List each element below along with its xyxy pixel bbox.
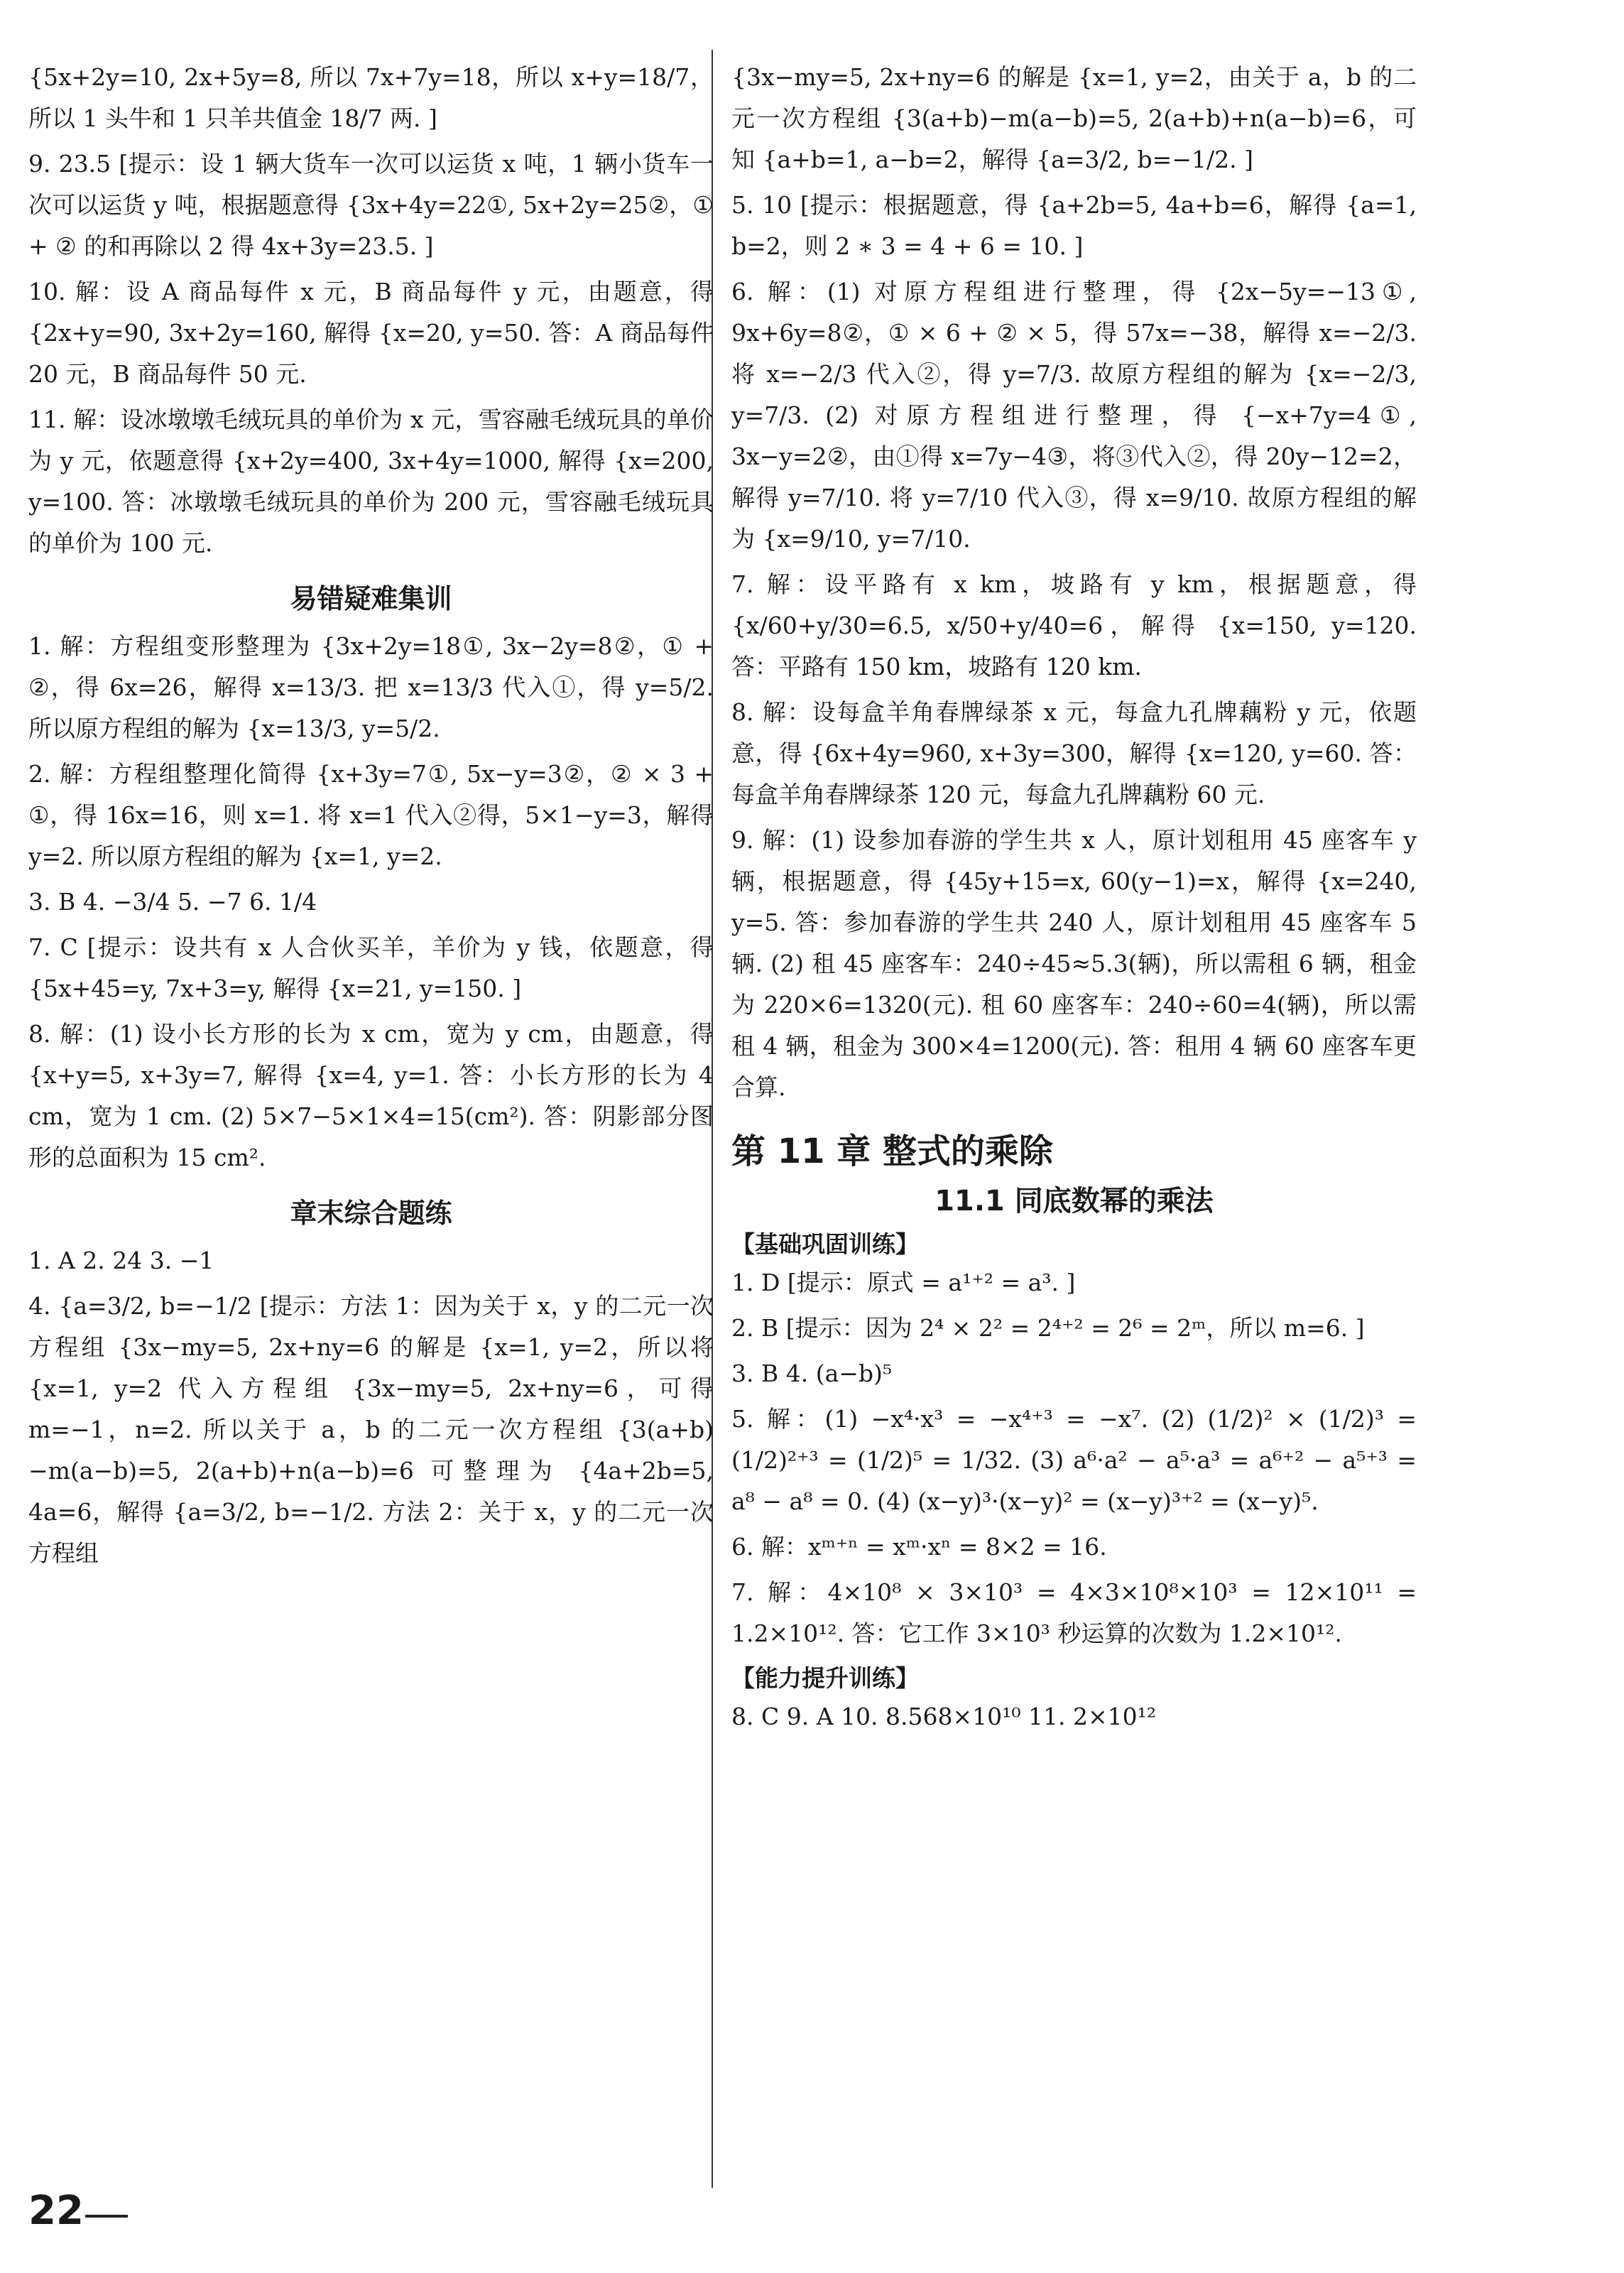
- answer-paragraph: 7. C [提示：设共有 x 人合伙买羊，羊价为 y 钱，依题意，得 {5x+45=y, 7x+3=y, 解得 {x=21, y=150. ]: [28, 933, 714, 1002]
- answer-paragraph: 3. B 4. (a−b)⁵: [731, 1360, 893, 1387]
- answer-paragraph: 2. 解：方程组整理化简得 {x+3y=7①, 5x−y=3②，② × 3 + ①，得 16x=16，则 x=1. 将 x=1 代入②得，5×1−y=3，解得 y=2. 所以原方程组的解为 {x=1, y=2.: [28, 760, 714, 870]
- subsection-tag-basic: 【基础巩固训练】: [731, 1230, 919, 1258]
- answer-paragraph: 7. 解：4×10⁸ × 3×10³ = 4×3×10⁸×10³ = 12×10¹¹ = 1.2×10¹². 答：它工作 3×10³ 秒运算的次数为 1.2×10¹².: [731, 1578, 1417, 1647]
- section-heading-review: 章末综合题练: [290, 1198, 452, 1229]
- answer-paragraph: 10. 解：设 A 商品每件 x 元，B 商品每件 y 元，由题意，得 {2x+y=90, 3x+2y=160, 解得 {x=20, y=50. 答：A 商品每件 20 元，B 商品每件 50 元.: [28, 278, 714, 388]
- answer-paragraph: 1. D [提示：原式 = a¹⁺² = a³. ]: [731, 1269, 1076, 1296]
- answer-paragraph: 8. 解：(1) 设小长方形的长为 x cm，宽为 y cm，由题意，得 {x+y=5, x+3y=7, 解得 {x=4, y=1. 答：小长方形的长为 4 cm，宽为 1 cm. (2) 5×7−5×1×4=15(cm²). 答：阴影部分图形的总面积为 15 cm².: [28, 1020, 714, 1171]
- answer-paragraph: 1. A 2. 24 3. −1: [28, 1247, 214, 1274]
- answer-paragraph: 6. 解：xᵐ⁺ⁿ = xᵐ·xⁿ = 8×2 = 16.: [731, 1533, 1107, 1561]
- answer-paragraph: 6. 解：(1) 对原方程组进行整理，得 {2x−5y=−13①, 9x+6y=8②，① × 6 + ② × 5，得 57x=−38，解得 x=−2/3. 将 x=−2/3 代入②，得 y=7/3. 故原方程组的解为 {x=−2/3, y=7/3. (2) 对原方程组进行整理，得 {−x+7y=4①, 3x−y=2②，由①得 x=7y−4③，将③代入②，得 20y−12=2，解得 y=7/10. 将 y=7/10 代入③，得 x=9/10. 故原方程组的解为 {x=9/10, y=7/10.: [731, 278, 1417, 553]
- page-number-rule: [85, 2215, 128, 2218]
- answer-paragraph: 2. B [提示：因为 2⁴ × 2² = 2⁴⁺² = 2⁶ = 2ᵐ，所以 m=6. ]: [731, 1314, 1365, 1342]
- answer-paragraph: 7. 解：设平路有 x km，坡路有 y km，根据题意，得 {x/60+y/30=6.5, x/50+y/40=6，解得 {x=150, y=120. 答：平路有 150 km，坡路有 120 km.: [731, 570, 1417, 680]
- answer-paragraph: 4. {a=3/2, b=−1/2 [提示：方法 1：因为关于 x，y 的二元一次方程组 {3x−my=5, 2x+ny=6 的解是 {x=1, y=2，所以将 {x=1, y=2 代入方程组 {3x−my=5, 2x+ny=6，可得 m=−1，n=2. 所以关于 a，b 的二元一次方程组 {3(a+b)−m(a−b)=5, 2(a+b)+n(a−b)=6 可整理为 {4a+2b=5, 4a=6，解得 {a=3/2, b=−1/2. 方法 2：关于 x，y 的二元一次方程组: [28, 1292, 714, 1567]
- answer-paragraph: {3x−my=5, 2x+ny=6 的解是 {x=1, y=2，由关于 a，b 的二元一次方程组 {3(a+b)−m(a−b)=5, 2(a+b)+n(a−b)=6，可知 {a+b=1, a−b=2，解得 {a=3/2, b=−1/2. ]: [731, 63, 1417, 173]
- answer-paragraph: 9. 解：(1) 设参加春游的学生共 x 人，原计划租用 45 座客车 y 辆，根据题意，得 {45y+15=x, 60(y−1)=x，解得 {x=240, y=5. 答：参加春游的学生共 240 人，原计划租用 45 座客车 5 辆. (2) 租 45 座客车：240÷45≈5.3(辆)，所以需租 6 辆，租金为 220×6=1320(元). 租 60 座客车：240÷60=4(辆)，所以需租 4 辆，租金为 300×4=1200(元). 答：租用 4 辆 60 座客车更合算.: [731, 826, 1417, 1101]
- right-column: [731, 57, 1417, 1742]
- answer-paragraph: 8. 解：设每盒羊角春牌绿茶 x 元，每盒九孔牌藕粉 y 元，依题意，得 {6x+4y=960, x+3y=300，解得 {x=120, y=60. 答：每盒羊角春牌绿茶 120 元，每盒九孔牌藕粉 60 元.: [731, 698, 1417, 808]
- answer-paragraph: {5x+2y=10, 2x+5y=8, 所以 7x+7y=18，所以 x+y=18/7，所以 1 头牛和 1 只羊共值金 18/7 两. ]: [28, 63, 714, 132]
- answer-paragraph: 1. 解：方程组变形整理为 {3x+2y=18①, 3x−2y=8②，① + ②，得 6x=26，解得 x=13/3. 把 x=13/3 代入①，得 y=5/2. 所以原方程组的解为 {x=13/3, y=5/2.: [28, 632, 714, 742]
- chapter-title: 第 11 章 整式的乘除: [731, 1132, 1053, 1171]
- left-column: [28, 57, 714, 1578]
- answer-paragraph: 8. C 9. A 10. 8.568×10¹⁰ 11. 2×10¹²: [731, 1703, 1157, 1730]
- subsection-tag-advanced: 【能力提升训练】: [731, 1664, 919, 1692]
- answer-paragraph: 5. 10 [提示：根据题意，得 {a+2b=5, 4a+b=6，解得 {a=1, b=2，则 2 ∗ 3 = 4 + 6 = 10. ]: [731, 191, 1417, 260]
- answer-paragraph: 11. 解：设冰墩墩毛绒玩具的单价为 x 元，雪容融毛绒玩具的单价为 y 元，依题意得 {x+2y=400, 3x+4y=1000, 解得 {x=200, y=100. 答：冰墩墩毛绒玩具的单价为 200 元，雪容融毛绒玩具的单价为 100 元.: [28, 406, 714, 557]
- section-heading-errors: 易错疑难集训: [290, 583, 452, 614]
- answer-paragraph: 5. 解：(1) −x⁴·x³ = −x⁴⁺³ = −x⁷. (2) (1/2)² × (1/2)³ = (1/2)²⁺³ = (1/2)⁵ = 1/32. (3) a⁶·a² − a⁵·a³ = a⁶⁺² − a⁵⁺³ = a⁸ − a⁸ = 0. (4) (x−y)³·(x−y)² = (x−y)³⁺² = (x−y)⁵.: [731, 1405, 1417, 1515]
- answer-paragraph: 9. 23.5 [提示：设 1 辆大货车一次可以运货 x 吨，1 辆小货车一次可以运货 y 吨，根据题意得 {3x+4y=22①, 5x+2y=25②，① + ② 的和再除以 2 得 4x+3y=23.5. ]: [28, 150, 714, 260]
- section-title: 11.1 同底数幂的乘法: [934, 1185, 1214, 1217]
- page-number: 22: [28, 2188, 84, 2234]
- answer-paragraph: 3. B 4. −3/4 5. −7 6. 1/4: [28, 888, 317, 916]
